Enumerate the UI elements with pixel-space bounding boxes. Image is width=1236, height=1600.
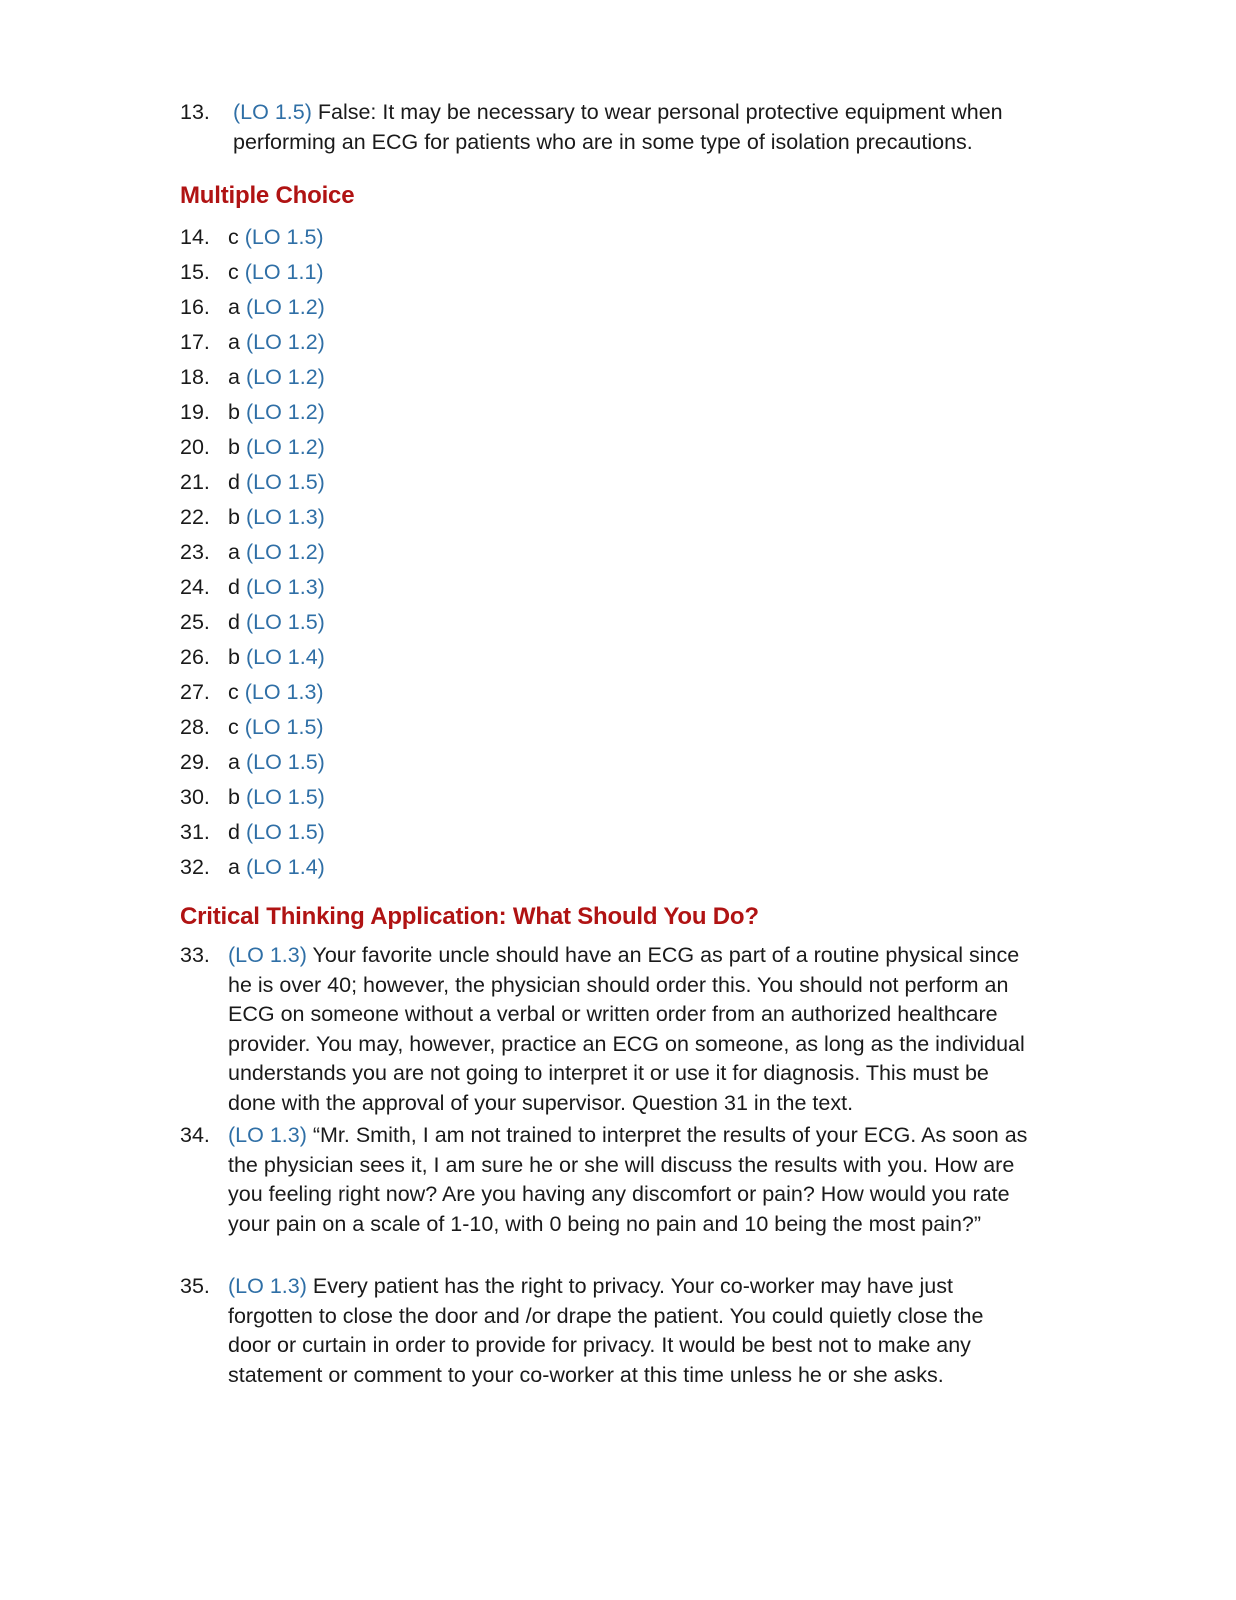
- answer-letter: b: [228, 645, 240, 669]
- item-body: [228, 941, 1036, 1118]
- learning-outcome-ref: (LO 1.1): [244, 260, 324, 284]
- answer-letter: a: [228, 330, 240, 354]
- answer-letter: b: [228, 435, 240, 459]
- item-number: 26.: [180, 645, 210, 669]
- list-item: [180, 360, 325, 395]
- answer-letter: b: [228, 785, 240, 809]
- learning-outcome-ref: (LO 1.5): [245, 470, 325, 494]
- learning-outcome-ref: (LO 1.2): [245, 540, 325, 564]
- answer-text: Every patient has the right to privacy. Your co-worker may have just forgotten to close the door and /or drape the patient. You could quietly close the door or curtain in order to provide for privacy. It would be best not to make any statement or comment to your co-worker at this time unless he or she asks.: [228, 1274, 984, 1387]
- item-number: 20.: [180, 435, 210, 459]
- learning-outcome-ref: (LO 1.4): [245, 645, 325, 669]
- item-number: 29.: [180, 750, 210, 774]
- answer-item-33: [0, 941, 1236, 1121]
- item-number: 21.: [180, 470, 210, 494]
- list-item: [180, 535, 325, 570]
- answer-letter: d: [228, 575, 240, 599]
- answer-letter: c: [228, 715, 239, 739]
- answer-letter: c: [228, 680, 239, 704]
- answer-letter: a: [228, 855, 240, 879]
- item-number: 14.: [180, 225, 210, 249]
- learning-outcome-ref: (LO 1.2): [245, 330, 325, 354]
- answer-letter: a: [228, 365, 240, 389]
- learning-outcome-ref: (LO 1.5): [245, 750, 325, 774]
- list-item: [180, 675, 325, 710]
- list-item: [180, 815, 325, 850]
- item-number: 18.: [180, 365, 210, 389]
- item-number: 23.: [180, 540, 210, 564]
- answer-letter: c: [228, 225, 239, 249]
- item-number: 22.: [180, 505, 210, 529]
- answer-text: Your favorite uncle should have an ECG as part of a routine physical since he is over 40; however, the physician should order this. You should not perform an ECG on someone without a verbal or written order from an authorized healthcare provider. You may, however, practice an ECG on someone, as long as the individual understands you are not going to interpret it or use it for diagnosis. This must be done with the approval of your supervisor. Question 31 in the text.: [228, 943, 1025, 1115]
- item-number: 25.: [180, 610, 210, 634]
- list-item: [180, 570, 325, 605]
- item-body: [233, 98, 1033, 157]
- list-item: [180, 745, 325, 780]
- learning-outcome-ref: (LO 1.2): [245, 435, 325, 459]
- list-item: [180, 780, 325, 815]
- learning-outcome-ref: (LO 1.5): [244, 225, 324, 249]
- learning-outcome-ref: (LO 1.2): [245, 295, 325, 319]
- section-heading-multiple-choice: Multiple Choice: [180, 182, 355, 209]
- list-item: [180, 325, 325, 360]
- item-number: 35.: [180, 1274, 210, 1298]
- answer-letter: b: [228, 505, 240, 529]
- answer-text: False: It may be necessary to wear personal protective equipment when performing an ECG for patients who are in some type of isolation precautions.: [233, 100, 1003, 154]
- learning-outcome-ref: (LO 1.5): [245, 610, 325, 634]
- list-item: [180, 255, 325, 290]
- list-item: [180, 640, 325, 675]
- list-item: [180, 850, 325, 885]
- answer-item-35: [0, 1272, 1236, 1392]
- learning-outcome-ref: (LO 1.5): [245, 820, 325, 844]
- item-number: 19.: [180, 400, 210, 424]
- learning-outcome-ref: (LO 1.3): [228, 1123, 307, 1147]
- item-number: 33.: [180, 943, 210, 967]
- answer-letter: b: [228, 400, 240, 424]
- item-number: 27.: [180, 680, 210, 704]
- answer-letter: a: [228, 295, 240, 319]
- learning-outcome-ref: (LO 1.3): [228, 1274, 307, 1298]
- item-number: 28.: [180, 715, 210, 739]
- answer-letter: d: [228, 610, 240, 634]
- item-number: 32.: [180, 855, 210, 879]
- learning-outcome-ref: (LO 1.5): [233, 100, 312, 124]
- answer-letter: d: [228, 470, 240, 494]
- item-number: 24.: [180, 575, 210, 599]
- learning-outcome-ref: (LO 1.3): [245, 505, 325, 529]
- learning-outcome-ref: (LO 1.3): [244, 680, 324, 704]
- list-item: [180, 430, 325, 465]
- list-item: [180, 465, 325, 500]
- item-number: 17.: [180, 330, 210, 354]
- learning-outcome-ref: (LO 1.3): [245, 575, 325, 599]
- item-number: 31.: [180, 820, 210, 844]
- item-body: [228, 1121, 1028, 1239]
- list-item: [180, 395, 325, 430]
- answer-letter: a: [228, 540, 240, 564]
- answer-letter: c: [228, 260, 239, 284]
- item-number: 34.: [180, 1123, 210, 1147]
- learning-outcome-ref: (LO 1.2): [245, 365, 325, 389]
- item-number: 30.: [180, 785, 210, 809]
- list-item: [180, 290, 325, 325]
- list-item: [180, 220, 325, 255]
- item-body: [228, 1272, 1018, 1390]
- learning-outcome-ref: (LO 1.3): [228, 943, 307, 967]
- learning-outcome-ref: (LO 1.5): [244, 715, 324, 739]
- item-number: 16.: [180, 295, 210, 319]
- answer-item-13: [0, 98, 1236, 158]
- learning-outcome-ref: (LO 1.2): [245, 400, 325, 424]
- answer-text: “Mr. Smith, I am not trained to interpret the results of your ECG. As soon as the physician sees it, I am sure he or she will discuss the results with you. How are you feeling right now? Are you having any discomfort or pain? How would you rate your pain on a scale of 1-10, with 0 being no pain and 10 being the most pain?”: [228, 1123, 1028, 1236]
- multiple-choice-list: [180, 220, 325, 885]
- list-item: [180, 605, 325, 640]
- item-number: 13.: [180, 100, 210, 124]
- section-heading-critical-thinking: Critical Thinking Application: What Should You Do?: [180, 903, 759, 930]
- answer-item-34: [0, 1121, 1236, 1271]
- learning-outcome-ref: (LO 1.4): [245, 855, 325, 879]
- item-number: 15.: [180, 260, 210, 284]
- list-item: [180, 500, 325, 535]
- answer-letter: d: [228, 820, 240, 844]
- list-item: [180, 710, 325, 745]
- learning-outcome-ref: (LO 1.5): [245, 785, 325, 809]
- answer-letter: a: [228, 750, 240, 774]
